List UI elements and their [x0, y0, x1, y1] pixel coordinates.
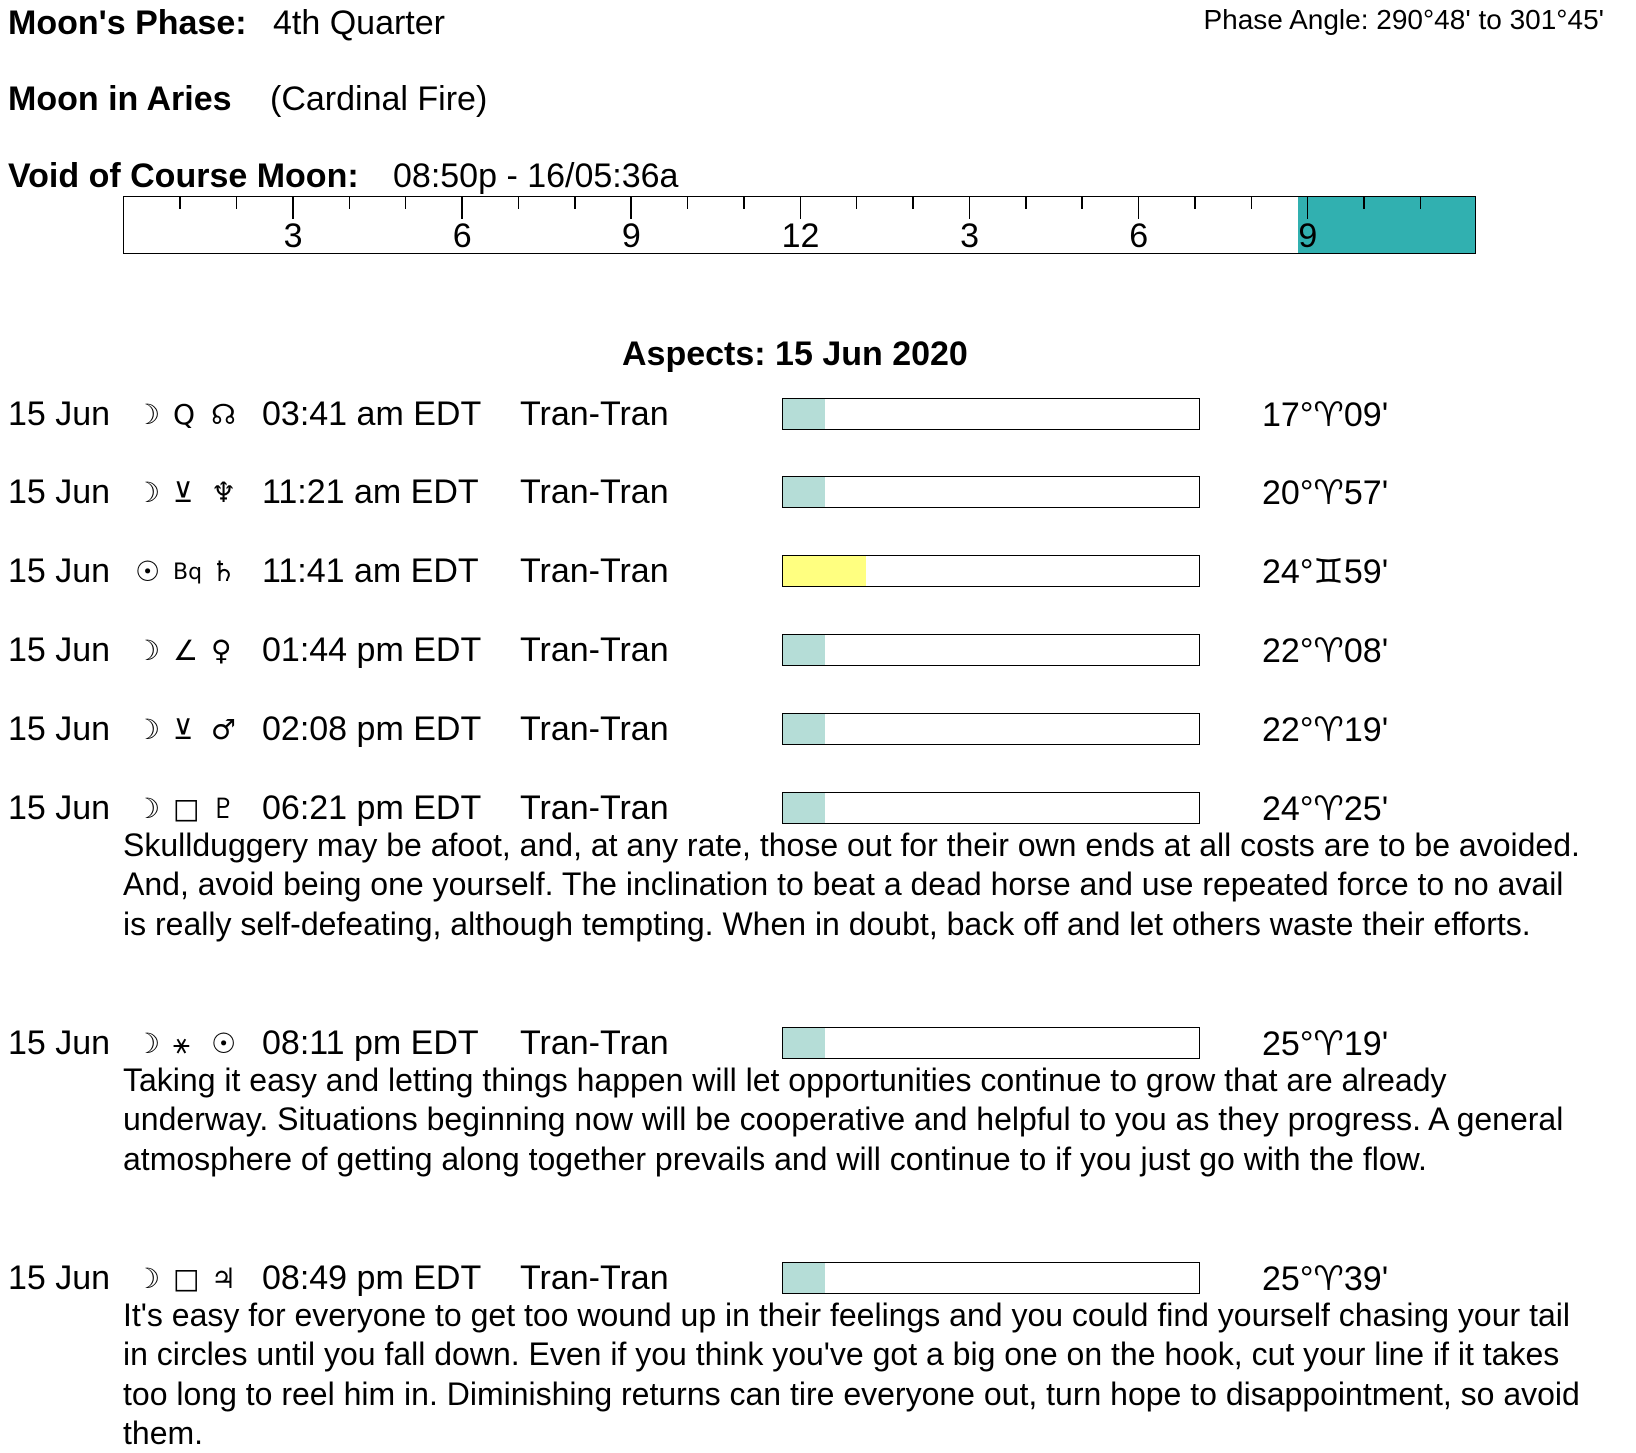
timeline-tick — [236, 197, 238, 209]
timeline-tick — [292, 197, 294, 219]
aspect-description: Taking it easy and letting things happen will let opportunities continue to grow that are already underway. Situations beginning now will be cooperative and helpful to you as they progress. A general atmosphere of getting along together prevails and will continue to if you just go with the flow. — [123, 1062, 1564, 1177]
aspect-position: 22°♈08' — [1262, 632, 1389, 670]
aspect-date: 15 Jun — [8, 473, 111, 511]
planet1-glyph: ☽ — [135, 398, 161, 431]
planet1-glyph: ☉ — [135, 555, 161, 588]
aspect-type: Tran-Tran — [520, 1259, 669, 1297]
aspect-strength-fill — [783, 635, 825, 665]
aspect-strength-bar — [782, 555, 1200, 587]
timeline-tick — [1025, 197, 1027, 209]
planet1-glyph: ☽ — [135, 476, 161, 509]
planet1-glyph: ☽ — [135, 1027, 161, 1060]
aspect-date: 15 Jun — [8, 395, 111, 433]
aspect-position: 17°♈09' — [1262, 396, 1389, 434]
aspect-strength-bar — [782, 1262, 1200, 1294]
aspect-strength-bar — [782, 1027, 1200, 1059]
aspect-strength-fill — [783, 1263, 825, 1293]
aspect-glyph: Bq — [173, 560, 203, 585]
planet1-glyph: ☽ — [135, 634, 161, 667]
aspect-position: 22°♈19' — [1262, 711, 1389, 749]
aspect-time: 08:49 pm EDT — [262, 1259, 482, 1297]
aspect-type: Tran-Tran — [520, 552, 669, 590]
timeline-tick — [856, 197, 858, 209]
planet2-glyph: ♃ — [211, 1262, 237, 1295]
timeline-tick — [461, 197, 463, 219]
timeline-tick — [800, 197, 802, 219]
moon-sign-element: (Cardinal Fire) — [270, 80, 488, 118]
planet1-glyph: ☽ — [135, 713, 161, 746]
aspect-strength-bar — [782, 476, 1200, 508]
aspect-glyph: ∠ — [173, 634, 199, 667]
aspect-date: 15 Jun — [8, 789, 111, 827]
timeline-tick — [1420, 197, 1422, 209]
aspect-glyph: □ — [173, 792, 200, 825]
aspect-strength-fill — [783, 556, 866, 586]
aspect-date: 15 Jun — [8, 631, 111, 669]
timeline-tick — [574, 197, 576, 209]
aspect-glyph: ⊻ — [173, 713, 194, 746]
void-period-fill — [1298, 197, 1476, 253]
aspect-time: 06:21 pm EDT — [262, 789, 482, 827]
aspect-date: 15 Jun — [8, 710, 111, 748]
voc-value: 08:50p - 16/05:36a — [393, 157, 679, 195]
timeline-hour-label: 6 — [1129, 217, 1149, 254]
timeline-tick — [630, 197, 632, 219]
aspect-position: 24°♊59' — [1262, 553, 1389, 591]
timeline-hour-label: 9 — [1298, 217, 1318, 254]
planet2-glyph: ♂ — [211, 713, 237, 746]
timeline-tick — [405, 197, 407, 209]
planet2-glyph: ☉ — [211, 1027, 237, 1060]
aspect-time: 08:11 pm EDT — [262, 1024, 479, 1062]
aspect-strength-fill — [783, 399, 825, 429]
planet2-glyph: ♀ — [211, 634, 232, 667]
timeline-tick — [518, 197, 520, 209]
moon-phase-value: 4th Quarter — [273, 4, 445, 42]
aspect-time: 11:41 am EDT — [262, 552, 479, 590]
aspect-type: Tran-Tran — [520, 631, 669, 669]
aspect-glyph: □ — [173, 1262, 200, 1295]
planet2-glyph: ♇ — [211, 792, 237, 825]
planet1-glyph: ☽ — [135, 792, 161, 825]
timeline-tick — [743, 197, 745, 209]
aspect-date: 15 Jun — [8, 1024, 111, 1062]
planet1-glyph: ☽ — [135, 1262, 161, 1295]
timeline-tick — [1363, 197, 1365, 209]
timeline-hour-label: 12 — [781, 217, 820, 254]
aspect-strength-bar — [782, 713, 1200, 745]
timeline-tick — [912, 197, 914, 209]
aspect-position: 25°♈39' — [1262, 1260, 1389, 1298]
moon-sign-label: Moon in Aries — [8, 80, 232, 118]
aspect-strength-fill — [783, 793, 825, 823]
aspect-position: 24°♈25' — [1262, 790, 1389, 828]
timeline-tick — [179, 197, 181, 209]
planet2-glyph: ♄ — [211, 555, 237, 588]
aspect-time: 11:21 am EDT — [262, 473, 479, 511]
aspect-strength-bar — [782, 634, 1200, 666]
aspect-type: Tran-Tran — [520, 1024, 669, 1062]
aspect-date: 15 Jun — [8, 552, 111, 590]
timeline-tick — [1307, 197, 1309, 219]
aspect-strength-bar — [782, 398, 1200, 430]
moon-phase-label: Moon's Phase: — [8, 4, 247, 42]
aspect-strength-fill — [783, 714, 825, 744]
timeline-hour-label: 3 — [960, 217, 980, 254]
aspect-description: Skullduggery may be afoot, and, at any rate, those out for their own ends at all costs are to be avoided. And, avoid being one yourself. The inclination to beat a dead horse and use repeated force to no avail is really self-defeating, although tempting. When in doubt, back off and let others waste their efforts. — [123, 827, 1580, 942]
planet2-glyph: ☊ — [211, 398, 236, 431]
aspect-position: 25°♈19' — [1262, 1025, 1389, 1063]
voc-label: Void of Course Moon: — [8, 157, 359, 195]
timeline-tick — [1081, 197, 1083, 209]
aspect-strength-fill — [783, 1028, 825, 1058]
aspect-type: Tran-Tran — [520, 789, 669, 827]
aspect-type: Tran-Tran — [520, 395, 669, 433]
aspect-glyph: ⊻ — [173, 476, 194, 509]
aspect-description: It's easy for everyone to get too wound up in their feelings and you could find yourself chasing your tail in circles until you fall down. Even if you think you've got a big one on the hook, cut your line if it takes too long to reel him in. Diminishing returns can tire everyone out, turn hope to disappointment, so avoid them. — [123, 1297, 1580, 1451]
phase-angle: Phase Angle: 290°48' to 301°45' — [1203, 4, 1604, 35]
aspects-title: Aspects: 15 Jun 2020 — [622, 335, 968, 373]
timeline-tick — [349, 197, 351, 209]
aspect-type: Tran-Tran — [520, 473, 669, 511]
timeline-tick — [1138, 197, 1140, 219]
timeline-tick — [969, 197, 971, 219]
timeline-hour-label: 9 — [621, 217, 641, 254]
void-of-course-timeline — [123, 196, 1476, 254]
planet2-glyph: ♆ — [211, 476, 237, 509]
aspect-position: 20°♈57' — [1262, 474, 1389, 512]
timeline-tick — [1251, 197, 1253, 209]
timeline-hour-label: 3 — [283, 217, 303, 254]
timeline-hour-label: 6 — [452, 217, 472, 254]
timeline-tick — [687, 197, 689, 209]
aspect-time: 03:41 am EDT — [262, 395, 482, 433]
aspect-strength-bar — [782, 792, 1200, 824]
aspect-glyph: Q — [173, 398, 196, 431]
aspect-time: 02:08 pm EDT — [262, 710, 482, 748]
aspect-glyph: ⚹ — [173, 1027, 190, 1060]
timeline-tick — [1194, 197, 1196, 209]
aspect-time: 01:44 pm EDT — [262, 631, 482, 669]
aspect-type: Tran-Tran — [520, 710, 669, 748]
aspect-date: 15 Jun — [8, 1259, 111, 1297]
aspect-strength-fill — [783, 477, 825, 507]
